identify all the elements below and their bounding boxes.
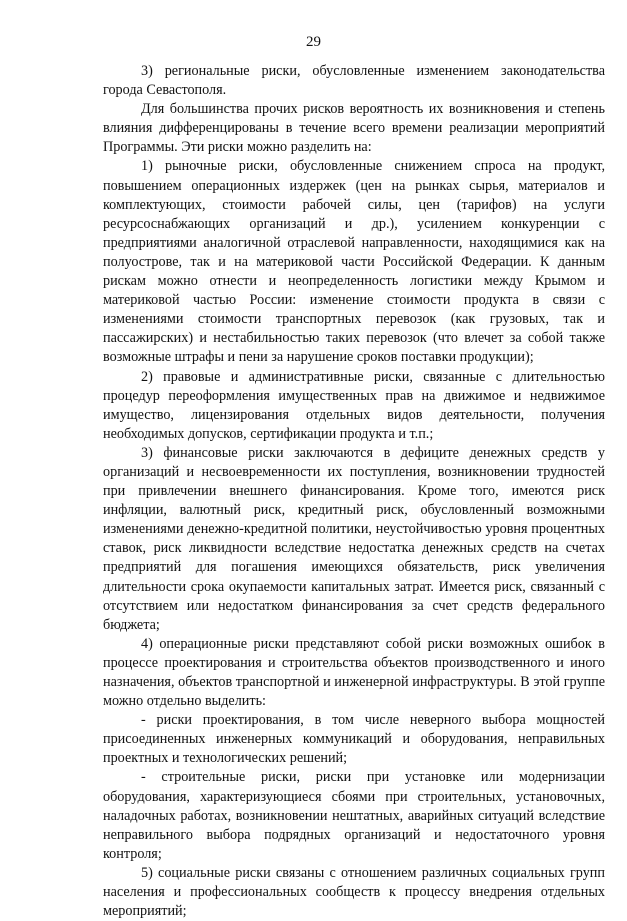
paragraph-regional-risks: 3) региональные риски, обусловленные изменением законодательства города Севастополя. [103, 63, 605, 99]
page-number: 29 [306, 34, 321, 50]
paragraph-operational-risks: 4) операционные риски представляют собой риски возможных ошибок в процессе проектирования и строительства объектов производственного и иного назначения, объектов транспортной и инженерной инфраструктуры. В этой группе можно отдельно выделить: [103, 635, 605, 710]
paragraph-design-risks: - риски проектирования, в том числе неверного выбора мощностей присоединенных инженерных коммуникаций и оборудования, неправильных проектных и технологических решений; [103, 712, 605, 767]
paragraph-social-risks: 5) социальные риски связаны с отношением различных социальных групп населения и профессиональных сообществ к процессу внедрения отдельных мероприятий; [103, 864, 605, 920]
paragraph-other-risks-intro: Для большинства прочих рисков вероятность их возникновения и степень влияния дифференцированы в течение всего времени реализации мероприятий Программы. Эти риски можно разделить на: [103, 101, 605, 156]
paragraph-construction-risks: - строительные риски, риски при установке или модернизации оборудования, характеризующиеся сбоями при строительных, установочных, наладочных работах, возникновении нештатных, аварийных ситуаций вследствие неправильного выбора подрядных организаций и недостаточного уровня контроля; [103, 769, 605, 862]
document-body [103, 62, 605, 921]
paragraph-market-risks: 1) рыночные риски, обусловленные снижением спроса на продукт, повышением операционных издержек (цен на рынках сырья, материалов и комплектующих, стоимости рабочей силы, цен (тарифов) на услуги ресурсоснабжающих организаций и др.), усилением конкуренции с предприятиями аналогичной отраслевой направленности, находящимися как на полуострове, так и на материковой части Российской Федерации. К данным рискам можно отнести и неопределенность логистики между Крымом и материковой частью России: изменение стоимости продукта в связи с изменениями стоимости транспортных перевозок (как грузовых, так и пассажирских) и нестабильностью таких перевозок (что влечет за собой также возможные штрафы и пени за нарушение сроков поставки продукции); [103, 158, 605, 366]
paragraph-legal-risks: 2) правовые и административные риски, связанные с длительностью процедур переоформления имущественных прав на движимое и недвижимое имущество, лицензирования отдельных видов деятельности, получения необходимых допусков, сертификации продукта и т.п.; [103, 368, 605, 442]
paragraph-financial-risks: 3) финансовые риски заключаются в дефиците денежных средств у организаций и несвоевременности их поступления, возникновении трудностей при привлечении внешнего финансирования. Кроме того, имеются риск инфляции, валютный риск, кредитный риск, обусловленный возможными изменениями денежно-кредитной политики, неустойчивостью уровня процентных ставок, риск ликвидности вследствие недостатка денежных средств на счетах предприятий для погашения имеющихся обязательств, риск увеличения длительности срока окупаемости капитальных затрат. Имеется риск, связанный с отсутствием или недостатком финансирования за счет средств федерального бюджета; [103, 444, 605, 633]
